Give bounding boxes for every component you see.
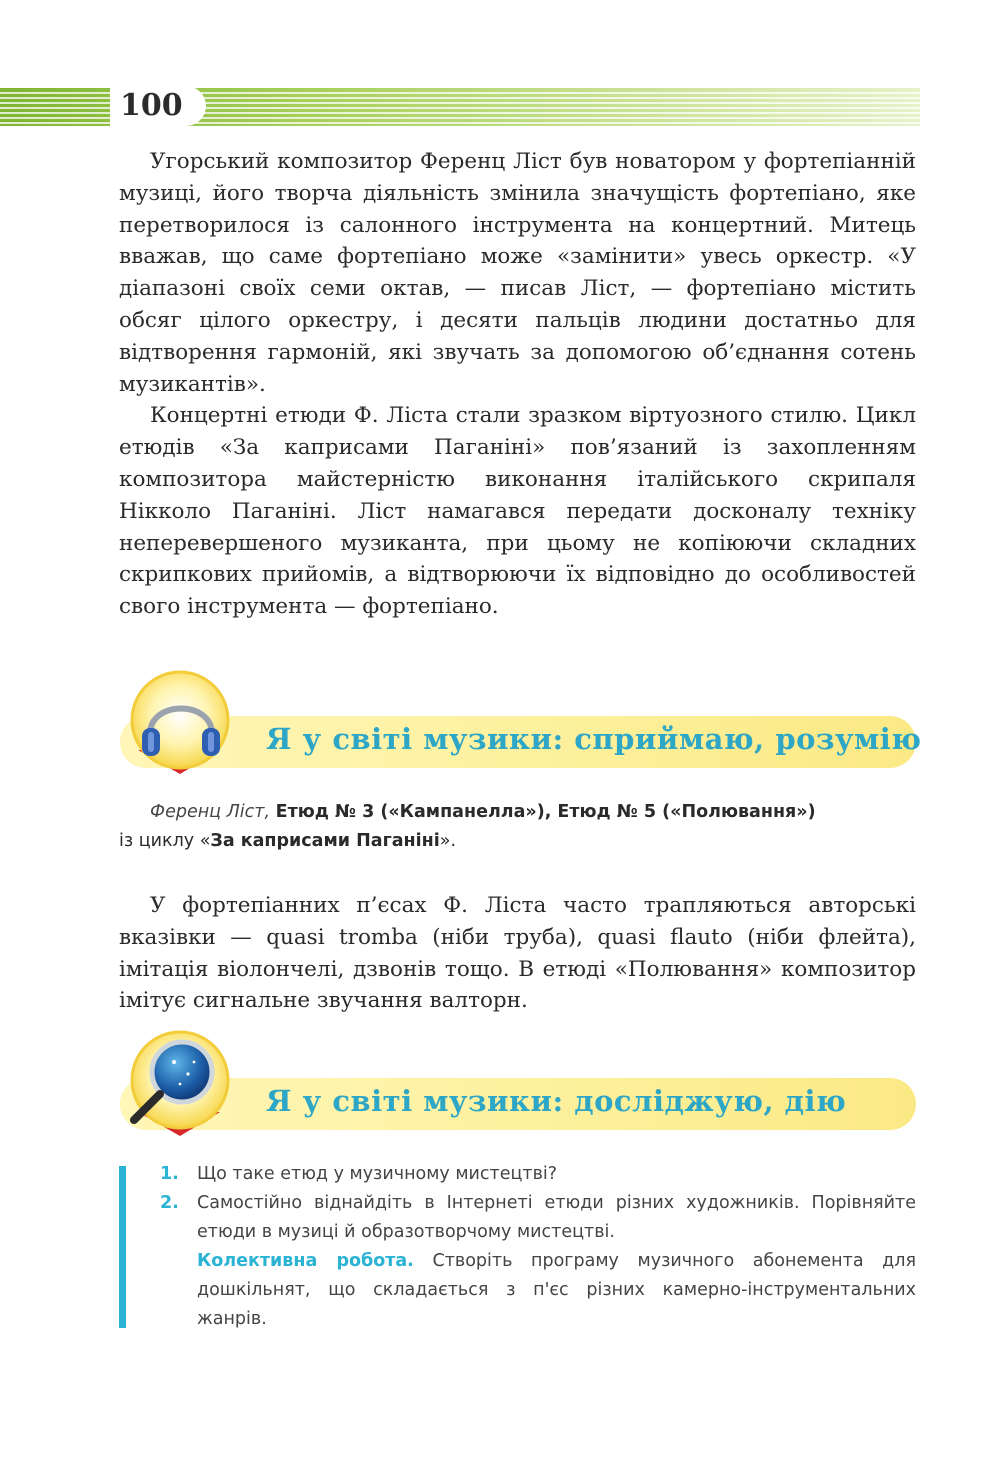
headphones-icon <box>136 678 226 768</box>
paragraph-3: У фортепіанних п’єсах Ф. Ліста часто трапляються авторські вказівки — quasi tromba (ніби труба), quasi flauto (ніби флейта), імітація віолончелі, дзвонів тощо. В етюді «Полювання» композитор імітує сигнальне звучання валторн. <box>119 893 916 1014</box>
composer-name: Ференц Ліст, <box>150 802 271 822</box>
page-number: 100 <box>110 86 206 126</box>
task-item <box>160 1160 916 1189</box>
section-research-title: Я у світі музики: досліджую, дію <box>266 1084 847 1118</box>
section-research-header <box>118 1026 918 1146</box>
section-listen-header <box>118 668 922 788</box>
section-listen-title: Я у світі музики: сприймаю, розумію <box>266 722 922 756</box>
collective-work-text: Створіть програму музичного абонемента для дошкільнят, що складається з п'єс різних камерно-інструментальних жанрів. <box>197 1251 916 1329</box>
paragraph-2: Концертні етюди Ф. Ліста стали зразком віртуозного стилю. Цикл етюдів «За каприсами Паганіні» пов’язаний із захопленням композитора майстерністю виконання італійського скрипаля Нікколо Паганіні. Ліст намагався передати досконалу техніку неперевершеного музиканта, при цьому не копіюючи складних скрипкових прийомів, а відтворюючи їх відповідно до особливостей свого інструмента — фортепіано. <box>119 403 916 620</box>
listening-note <box>119 798 916 856</box>
tasks-accent-bar <box>119 1166 126 1328</box>
tasks-list <box>160 1160 916 1334</box>
collective-work-label: Колективна робота. <box>197 1251 414 1271</box>
tempo-text <box>119 890 916 1017</box>
task-text: Що таке етюд у музичному мистецтві? <box>197 1164 558 1184</box>
intro-text <box>119 146 916 623</box>
task-item <box>160 1189 916 1334</box>
magnifier-icon <box>122 1028 222 1128</box>
cycle-name: За каприсами Паганіні <box>210 831 440 851</box>
task-number: 1. <box>160 1164 179 1184</box>
task-number: 2. <box>160 1193 179 1213</box>
works-list: Етюд № 3 («Кампанелла»), Етюд № 5 («Полювання») <box>275 802 816 822</box>
task-text: Самостійно віднайдіть в Інтернеті етюди різних художників. Порівняйте етюди в музиці й образотворчому мистецтві. <box>197 1193 916 1242</box>
cycle-prefix: із циклу « <box>119 831 211 851</box>
cycle-suffix: ». <box>439 831 457 851</box>
paragraph-1: Угорський композитор Ференц Ліст був новатором у фортепіанній музиці, його творча діяльність змінила значущість фортепіано, яке перетворилося із салонного інструмента на концертний. Митець вважав, що саме фортепіано може «замінити» увесь оркестр. «У діапазоні своїх семи октав, — писав Ліст, — фортепіано містить обсяг цілого оркестру, і десяти пальців людини достатньо для відтворення гармоній, які звучать за допомогою об’єднання сотень музикантів». <box>119 149 916 397</box>
